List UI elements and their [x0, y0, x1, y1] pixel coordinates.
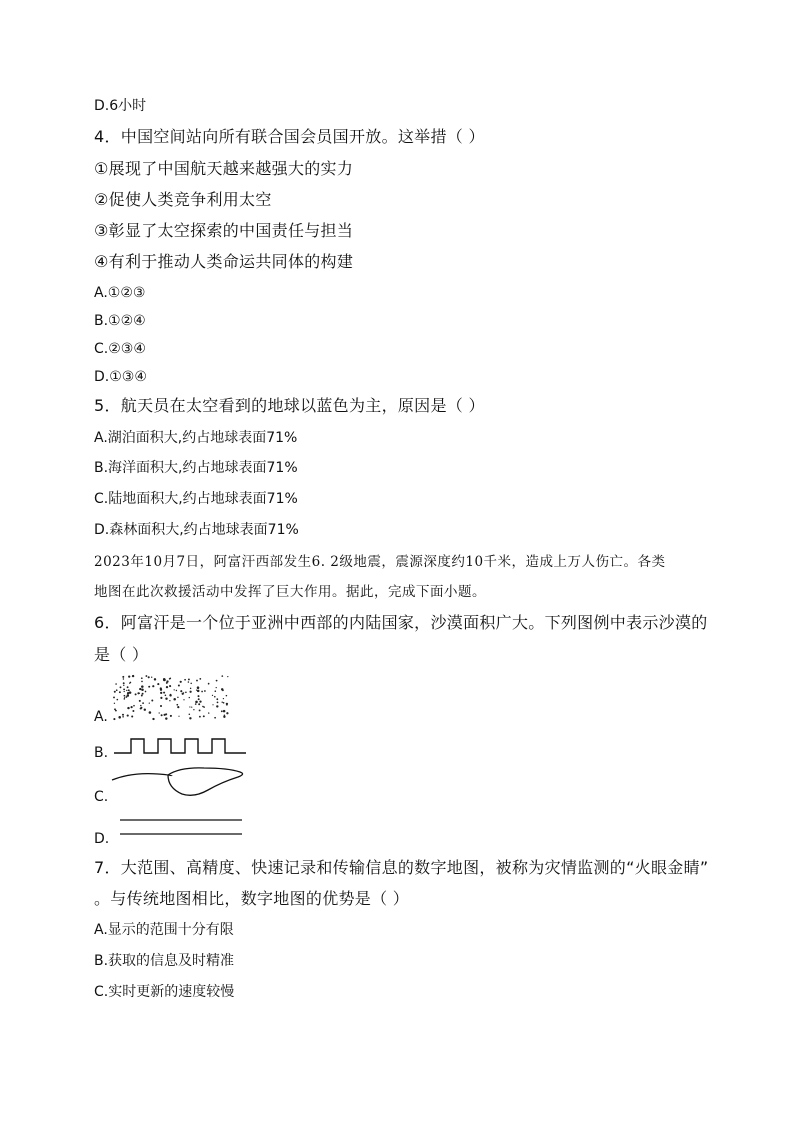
- dot: [183, 699, 184, 700]
- q4-statement-3: ③彰显了太空探索的中国责任与担当: [94, 221, 354, 240]
- dot: [215, 690, 217, 692]
- dot: [185, 691, 187, 693]
- dot: [160, 692, 162, 694]
- dot: [224, 715, 226, 717]
- dot: [166, 682, 168, 684]
- dot: [226, 712, 228, 714]
- dot: [145, 691, 147, 693]
- q5-option-b: B.海洋面积大,约占地球表面71%: [94, 460, 298, 476]
- dot: [127, 707, 129, 709]
- dot: [118, 716, 121, 719]
- dot: [170, 695, 172, 697]
- dot: [141, 688, 144, 691]
- q6-option-d-label: D.: [94, 831, 110, 847]
- dot: [115, 710, 117, 712]
- dot: [190, 683, 191, 684]
- dot: [189, 691, 191, 693]
- q6-option-a-label: A.: [94, 709, 108, 725]
- dot: [154, 678, 156, 680]
- dot: [160, 689, 162, 691]
- dot: [149, 702, 150, 703]
- dot: [221, 710, 223, 712]
- dot: [152, 685, 154, 687]
- dot: [128, 689, 130, 691]
- dot: [201, 691, 203, 693]
- dot: [216, 698, 218, 700]
- dot: [178, 684, 180, 686]
- dot: [122, 676, 124, 678]
- dot: [129, 691, 132, 694]
- dot: [221, 675, 223, 677]
- dot: [188, 681, 190, 683]
- dot: [198, 695, 200, 697]
- dot: [120, 686, 122, 688]
- dot: [145, 675, 147, 677]
- dot: [198, 698, 200, 700]
- dot: [132, 675, 134, 677]
- dot: [212, 695, 213, 696]
- dot: [227, 676, 228, 677]
- dot: [113, 696, 115, 698]
- dot: [131, 715, 133, 717]
- dot: [151, 700, 153, 702]
- square-wave-symbol: [114, 736, 248, 756]
- q4-statement-1: ①展现了中国航天越来越强大的实力: [94, 159, 354, 178]
- dot: [190, 688, 191, 689]
- dot: [193, 709, 194, 710]
- q4-option-a: A.①②③: [94, 285, 146, 301]
- q4-option-c: C.②③④: [94, 341, 146, 357]
- dot: [140, 707, 142, 709]
- question-5-stem: 5．航天员在太空看到的地球以蓝色为主，原因是（ ）: [94, 396, 485, 415]
- dot: [127, 686, 129, 688]
- dot: [139, 688, 141, 690]
- dot: [126, 690, 127, 691]
- dot: [189, 697, 190, 698]
- q4-option-d: D.①③④: [94, 369, 147, 385]
- dot: [116, 689, 118, 691]
- dot: [178, 716, 179, 717]
- q6-option-b-label: B.: [94, 745, 109, 761]
- dot: [117, 699, 119, 701]
- dot: [149, 711, 152, 714]
- q7-option-c: C.实时更新的速度较慢: [94, 984, 235, 1000]
- dot: [191, 706, 192, 707]
- dot: [163, 678, 166, 681]
- passage-line-2: 地图在此次救援活动中发挥了巨大作用。据此，完成下面小题。: [94, 584, 486, 600]
- dot: [128, 675, 130, 677]
- dot: [115, 683, 117, 685]
- q4-statement-4: ④有利于推动人类命运共同体的构建: [94, 252, 354, 271]
- dot: [199, 709, 201, 711]
- dot: [165, 697, 167, 699]
- dot: [197, 686, 200, 689]
- dot: [180, 690, 182, 692]
- question-4-stem: 4．中国空间站向所有联合国会员国开放。这举措（ ）: [94, 127, 485, 146]
- dot: [123, 682, 125, 684]
- dot: [199, 716, 201, 718]
- dot: [148, 686, 150, 688]
- dot: [126, 696, 128, 698]
- question-7-stem-line-1: 7．大范围、高精度、快速记录和传输信息的数字地图，被称为灾情监测的“火眼金睛”: [94, 858, 709, 877]
- question-6-stem-line-2: 是（ ）: [94, 645, 149, 664]
- dot: [130, 682, 132, 684]
- dot: [139, 700, 141, 702]
- dot: [214, 696, 216, 698]
- dot: [199, 678, 201, 680]
- dot: [141, 695, 143, 697]
- dot: [169, 678, 171, 680]
- question-7-stem-line-2: 。与传统地图相比，数字地图的优势是（ ）: [94, 889, 410, 908]
- dot: [114, 691, 116, 693]
- dot: [226, 704, 227, 705]
- dot: [176, 690, 177, 691]
- dot: [166, 713, 167, 714]
- dot: [180, 681, 182, 683]
- dot: [135, 693, 137, 695]
- dot: [160, 705, 162, 707]
- dot: [221, 688, 223, 690]
- dot: [223, 698, 224, 699]
- dot: [124, 691, 125, 692]
- dot: [216, 687, 217, 688]
- dot: [114, 703, 115, 704]
- dot: [202, 706, 203, 707]
- dot: [208, 712, 209, 713]
- dot: [122, 716, 124, 718]
- dot: [152, 718, 154, 720]
- dot: [204, 690, 206, 692]
- question-6-stem-line-1: 6．阿富汗是一个位于亚洲中西部的内陆国家，沙漠面积广大。下列图例中表示沙漠的: [94, 613, 708, 632]
- dot: [173, 698, 176, 701]
- dot: [140, 705, 141, 706]
- dot: [199, 700, 201, 702]
- dot: [212, 704, 213, 705]
- passage-line-1: 2023年10月7日，阿富汗西部发生6. 2级地震，震源深度约10千米，造成上万人伤亡。各类: [94, 554, 666, 570]
- dot: [141, 677, 143, 679]
- dot: [123, 678, 124, 679]
- dot: [198, 703, 200, 705]
- q5-option-c: C.陆地面积大,约占地球表面71%: [94, 491, 298, 507]
- q5-option-d: D.森林面积大,约占地球表面71%: [94, 522, 299, 538]
- dot: [142, 693, 144, 695]
- dot: [127, 715, 129, 717]
- dot: [217, 702, 219, 704]
- dot: [161, 714, 163, 716]
- dot: [216, 680, 218, 682]
- dot: [124, 695, 126, 697]
- dot: [139, 693, 140, 694]
- dot: [132, 710, 134, 712]
- dot: [124, 697, 125, 698]
- dot: [177, 706, 179, 708]
- dot: [163, 692, 165, 694]
- dot: [214, 717, 216, 719]
- dot: [169, 685, 171, 687]
- dot: [166, 686, 168, 688]
- desert-dots-symbol: [112, 674, 232, 722]
- dot-pattern: [113, 675, 228, 720]
- dot: [123, 685, 124, 686]
- q4-option-b: B.①②④: [94, 313, 146, 329]
- dot: [157, 683, 159, 685]
- dot: [170, 715, 172, 717]
- river-lake-symbol: [110, 764, 246, 804]
- dot: [123, 689, 125, 691]
- dot: [189, 706, 190, 707]
- dot: [176, 704, 178, 706]
- dot: [223, 710, 226, 713]
- dot: [183, 692, 184, 693]
- dot: [148, 676, 150, 678]
- dot: [174, 689, 175, 690]
- dot: [177, 697, 178, 698]
- dot: [144, 709, 146, 711]
- dot: [169, 700, 170, 701]
- dot: [189, 717, 191, 719]
- q6-option-c-label: C.: [94, 789, 109, 805]
- dot: [208, 683, 210, 685]
- q3-option-d: D.6小时: [94, 98, 147, 114]
- double-line-symbol: [118, 816, 244, 840]
- dot: [159, 712, 160, 713]
- dot: [165, 695, 167, 697]
- q7-option-a: A.显示的范围十分有限: [94, 922, 234, 938]
- dot: [197, 690, 200, 693]
- dot: [195, 701, 198, 704]
- dot: [222, 702, 223, 703]
- q4-statement-2: ②促使人类竞争利用太空: [94, 190, 272, 209]
- dot: [160, 697, 162, 699]
- dot: [133, 705, 135, 707]
- dot: [226, 695, 228, 697]
- dot: [216, 705, 218, 707]
- dot: [195, 703, 197, 705]
- dot: [188, 678, 190, 680]
- dot: [142, 702, 144, 704]
- dot: [184, 679, 186, 681]
- dot: [119, 691, 121, 693]
- dot: [113, 718, 115, 720]
- dot: [141, 685, 144, 688]
- dot: [203, 715, 205, 717]
- dot: [223, 702, 225, 704]
- dot: [163, 714, 165, 716]
- dot: [165, 717, 167, 719]
- dot: [196, 680, 198, 682]
- dot: [131, 706, 133, 708]
- dot: [196, 689, 197, 690]
- dot: [122, 714, 124, 716]
- q5-option-a: A.湖泊面积大,约占地球表面71%: [94, 430, 298, 446]
- dot: [151, 677, 152, 678]
- dot: [189, 714, 191, 716]
- q7-option-b: B.获取的信息及时精准: [94, 953, 235, 969]
- dot: [141, 681, 143, 683]
